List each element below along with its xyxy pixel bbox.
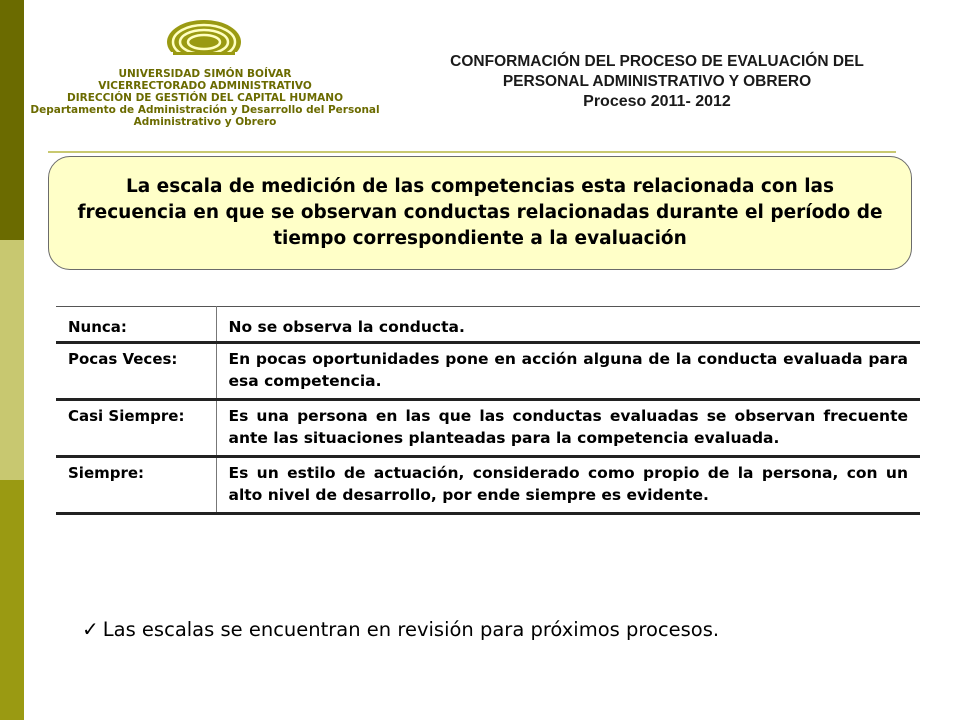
scale-description: Es un estilo de actuación, considerado como propio de la persona, con un alto nivel de desarrollo, por ende siempre es evidente. <box>228 464 908 504</box>
scale-term: Siempre: <box>56 457 216 514</box>
university-line: Departamento de Administración y Desarrollo del Personal <box>30 104 380 116</box>
university-logo-icon <box>165 18 243 66</box>
table-row <box>56 307 920 343</box>
scale-term: Nunca: <box>56 307 216 343</box>
process-period: Proceso 2011- 2012 <box>583 93 731 110</box>
table-row <box>56 457 920 514</box>
scale-term: Casi Siempre: <box>56 400 216 457</box>
university-line: VICERRECTORADO ADMINISTRATIVO <box>98 80 312 92</box>
left-stripe-medium <box>0 480 24 720</box>
note-text: Las escalas se encuentran en revisión para próximos procesos. <box>102 618 720 641</box>
university-line: UNIVERSIDAD SIMÓN BOÍVAR <box>118 68 292 80</box>
scale-description: No se observa la conducta. <box>228 318 465 336</box>
scale-term: Pocas Veces: <box>56 343 216 400</box>
callout-box <box>48 156 912 270</box>
university-line: DIRECCIÓN DE GESTIÓN DEL CAPITAL HUMANO <box>67 92 343 104</box>
header-divider <box>48 151 896 153</box>
scale-description: En pocas oportunidades pone en acción alguna de la conducta evaluada para esa competencia. <box>228 350 908 390</box>
table-row <box>56 400 920 457</box>
left-stripe-light <box>0 240 24 480</box>
table-row <box>56 343 920 400</box>
checkmark-icon: ✓ <box>82 617 99 641</box>
scale-description: Es una persona en las que las conductas evaluadas se observan frecuente ante las situaciones planteadas para la competencia evaluada. <box>228 407 908 447</box>
page-title <box>392 52 922 112</box>
scale-table <box>56 306 920 515</box>
title-line-2: PERSONAL ADMINISTRATIVO Y OBRERO <box>502 73 812 90</box>
title-line-1: CONFORMACIÓN DEL PROCESO DE EVALUACIÓN DEL <box>450 53 864 70</box>
note <box>82 617 719 641</box>
university-line: Administrativo y Obrero <box>133 116 277 128</box>
university-header <box>20 68 390 128</box>
callout-text: La escala de medición de las competencias esta relacionada con las frecuencia en que se observan conductas relacionadas durante el período de tiempo correspondiente a la evaluación <box>77 176 883 249</box>
